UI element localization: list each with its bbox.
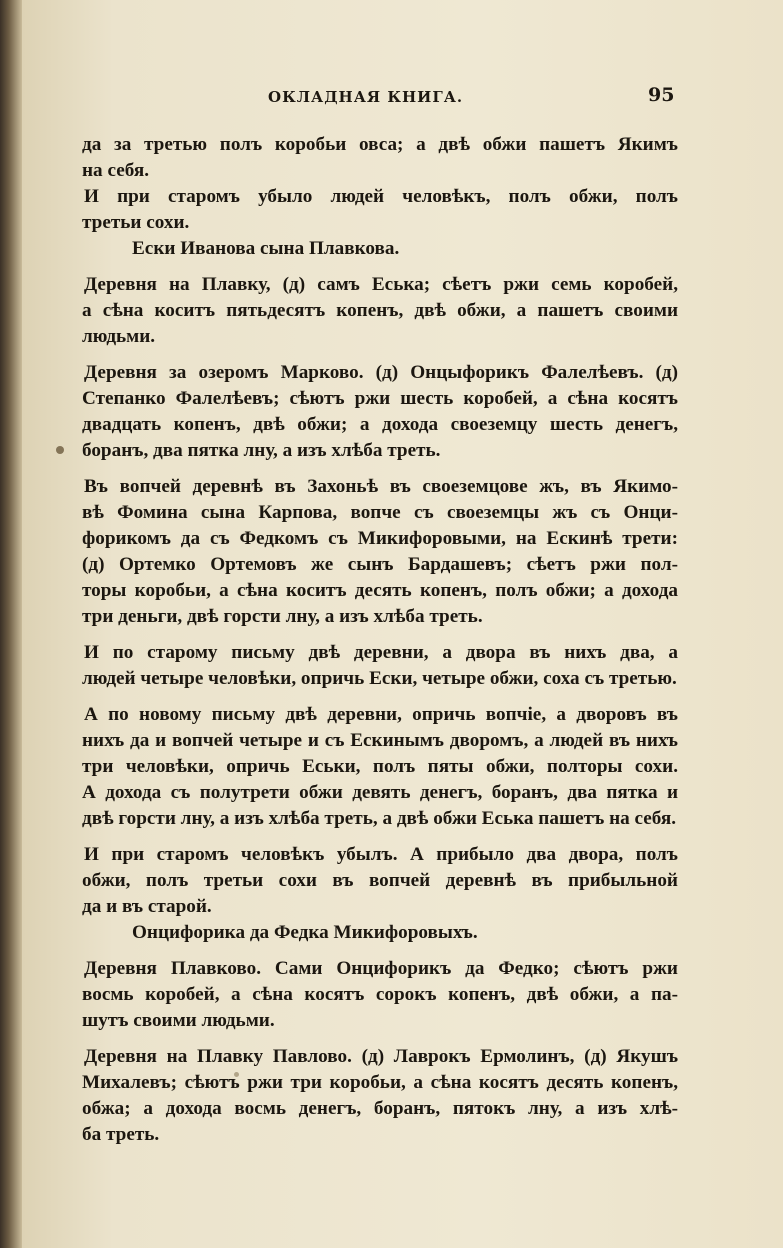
running-head: ОКЛАДНАЯ КНИГА.: [268, 88, 464, 106]
text-line: (д) Ортемко Ортемовъ же сынъ Бардашевъ; сѣетъ ржи пол-: [82, 554, 678, 575]
text-line: Деревня за озеромъ Марково. (д) Онцыфорикъ Фалелѣевъ. (д): [84, 362, 678, 383]
text-line: двѣ горсти лну, а изъ хлѣба треть, а двѣ обжи Еська пашетъ на себя.: [82, 808, 677, 829]
text-line: на себя.: [82, 160, 150, 181]
text-line: И при старомъ человѣкъ убылъ. А прибыло два двора, полъ: [84, 844, 678, 865]
section-heading: Ески Иванова сына Плавкова.: [132, 238, 400, 259]
body-text: [82, 132, 678, 1148]
paragraph-gap: [82, 464, 678, 474]
text-line: А дохода съ полутрети обжи девять денегъ, боранъ, два пятка и: [82, 782, 678, 803]
text-line: Въ вопчей деревнѣ въ Захоньѣ въ своеземцове жъ, въ Якимо-: [84, 476, 678, 497]
text-line: нихъ да и вопчей четыре и съ Ескинымъ дворомъ, а людей въ нихъ: [82, 730, 678, 751]
text-line: Степанко Фалелѣевъ; сѣютъ ржи шесть коробей, а сѣна косятъ: [82, 388, 678, 409]
paragraph-gap: [82, 832, 678, 842]
text-line: А по новому письму двѣ деревни, опричь вопчіе, а дворовъ въ: [84, 704, 678, 725]
text-line: людей четыре человѣки, опричь Ески, четыре обжи, соха съ третью.: [82, 668, 677, 689]
text-line: торы коробьи, а сѣна коситъ десять копенъ, полъ обжи; а дохода: [82, 580, 678, 601]
text-line: да за третью полъ коробьи овса; а двѣ обжи пашетъ Якимъ: [82, 134, 678, 155]
text-line: ба треть.: [82, 1124, 160, 1145]
text-line: двадцать копенъ, двѣ обжи; а дохода своеземцу шесть денегъ,: [82, 414, 678, 435]
paragraph-gap: [82, 630, 678, 640]
text-line: шутъ своими людьми.: [82, 1010, 275, 1031]
text-line: вѣ Фомина сына Карпова, вопче съ своеземцы жъ съ Онци-: [82, 502, 678, 523]
text-line: Михалевъ; сѣютъ ржи три коробьи, а сѣна косятъ десять копенъ,: [82, 1072, 678, 1093]
text-line: Деревня Плавково. Сами Онцифорикъ да Федко; сѣютъ ржи: [84, 958, 678, 979]
paragraph-gap: [82, 946, 678, 956]
page-header: [0, 82, 783, 112]
text-line: да и въ старой.: [82, 896, 212, 917]
book-gutter: [0, 0, 22, 1248]
text-line: людьми.: [82, 326, 156, 347]
margin-mark: [56, 446, 64, 454]
text-line: И по старому письму двѣ деревни, а двора въ нихъ два, а: [84, 642, 678, 663]
paragraph-gap: [82, 692, 678, 702]
text-line: а сѣна коситъ пятьдесятъ копенъ, двѣ обжи, а пашетъ своими: [82, 300, 678, 321]
paragraph-gap: [82, 1034, 678, 1044]
text-line: обжи, полъ третьи сохи въ вопчей деревнѣ въ прибыльной: [82, 870, 678, 891]
text-line: третьи сохи.: [82, 212, 190, 233]
section-heading: Онцифорика да Федка Микифоровыхъ.: [132, 922, 478, 943]
text-line: И при старомъ убыло людей человѣкъ, полъ обжи, полъ: [84, 186, 678, 207]
paragraph-gap: [82, 262, 678, 272]
text-line: три деньги, двѣ горсти лну, а изъ хлѣба треть.: [82, 606, 483, 627]
text-line: восмь коробей, а сѣна косятъ сорокъ копенъ, двѣ обжи, а па-: [82, 984, 678, 1005]
page-number: 95: [648, 84, 675, 106]
text-line: Деревня на Плавку Павлово. (д) Лаврокъ Ермолинъ, (д) Якушъ: [84, 1046, 678, 1067]
text-line: обжа; а дохода восмь денегъ, боранъ, пятокъ лну, а изъ хлѣ-: [82, 1098, 678, 1119]
text-line: боранъ, два пятка лну, а изъ хлѣба треть.: [82, 440, 441, 461]
text-line: три человѣки, опричь Еськи, полъ пяты обжи, полторы сохи.: [82, 756, 678, 777]
paragraph-gap: [82, 350, 678, 360]
text-line: форикомъ да съ Федкомъ съ Микифоровыми, на Ескинѣ трети:: [82, 528, 678, 549]
text-line: Деревня на Плавку, (д) самъ Еська; сѣетъ ржи семь коробей,: [84, 274, 678, 295]
